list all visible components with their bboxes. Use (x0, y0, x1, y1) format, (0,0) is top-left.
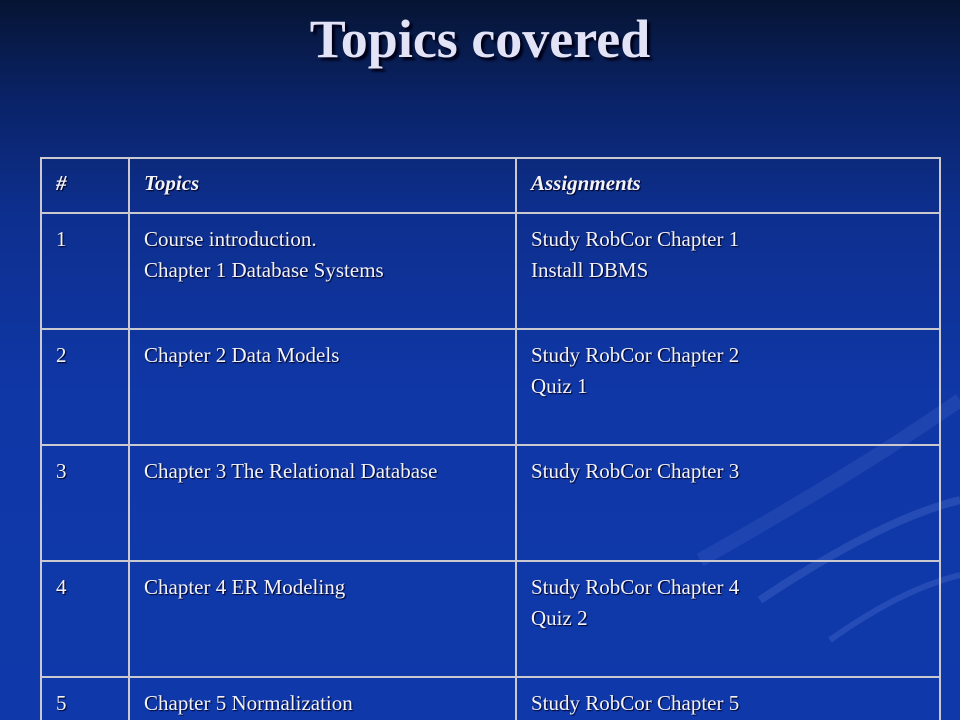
slide-title: Topics covered (309, 9, 651, 69)
topic-line: Chapter 2 Data Models (144, 343, 340, 367)
topic-line: Chapter 5 Normalization (144, 691, 353, 715)
assignment-line: Quiz 1 (531, 374, 588, 398)
assignment-line: Study RobCor Chapter 4 (531, 575, 740, 599)
row-assignment (516, 677, 940, 720)
row-number: 3 (41, 445, 129, 561)
row-number: 5 (41, 677, 129, 720)
table-header-row (41, 158, 940, 213)
topic-line: Chapter 3 The Relational Database (144, 459, 438, 483)
assignment-line: Study RobCor Chapter 3 (531, 459, 740, 483)
table-row (41, 445, 940, 561)
topics-table (40, 157, 941, 720)
row-assignment (516, 329, 940, 445)
row-number: 4 (41, 561, 129, 677)
row-topic (129, 445, 516, 561)
assignment-line: Study RobCor Chapter 5 (531, 691, 740, 715)
header-topics: Topics (129, 158, 516, 213)
topic-line: Chapter 4 ER Modeling (144, 575, 346, 599)
table-row (41, 677, 940, 720)
assignment-line: Study RobCor Chapter 1 (531, 227, 740, 251)
assignment-line: Quiz 2 (531, 606, 588, 630)
header-assignments: Assignments (516, 158, 940, 213)
topic-line: Course introduction. (144, 227, 317, 251)
row-topic (129, 329, 516, 445)
header-number: # (41, 158, 129, 213)
table-row (41, 213, 940, 329)
table-row (41, 561, 940, 677)
assignment-line: Install DBMS (531, 258, 649, 282)
row-topic (129, 561, 516, 677)
row-assignment (516, 561, 940, 677)
row-assignment (516, 445, 940, 561)
topic-line: Chapter 1 Database Systems (144, 258, 384, 282)
row-topic (129, 213, 516, 329)
table-row (41, 329, 940, 445)
row-assignment (516, 213, 940, 329)
assignment-line: Study RobCor Chapter 2 (531, 343, 740, 367)
row-number: 2 (41, 329, 129, 445)
row-number: 1 (41, 213, 129, 329)
row-topic (129, 677, 516, 720)
